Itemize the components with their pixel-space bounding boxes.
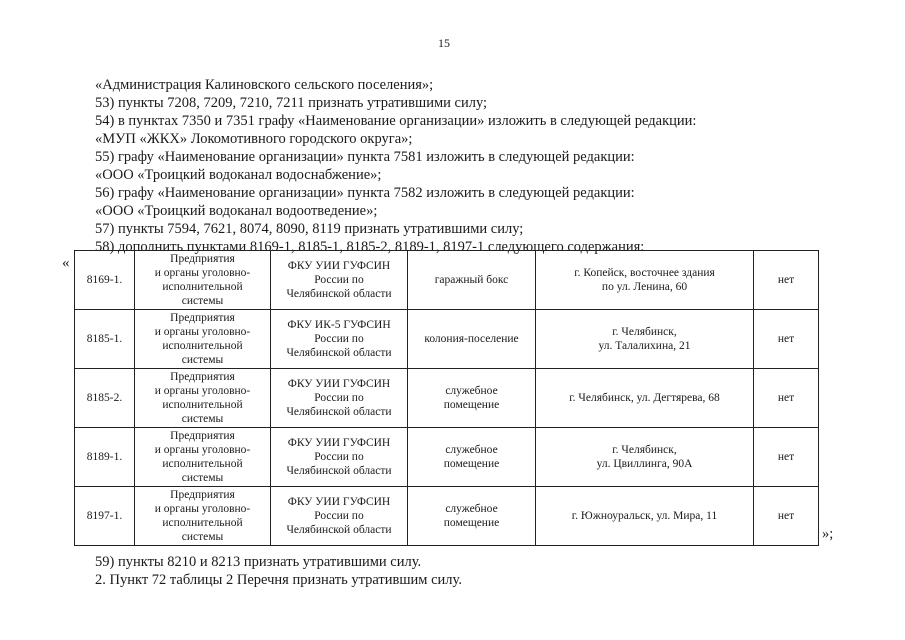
paragraph-line: 2. Пункт 72 таблицы 2 Перечня признать утратившим силу. xyxy=(95,572,462,588)
item-address: г. Копейск, восточнее здания по ул. Ленина, 60 xyxy=(536,251,754,310)
paragraph-line: «Администрация Калиновского сельского поселения»; xyxy=(95,77,434,93)
item-flag: нет xyxy=(754,369,819,428)
item-category: Предприятия и органы уголовно- исполнительной системы xyxy=(135,487,271,546)
item-category: Предприятия и органы уголовно- исполнительной системы xyxy=(135,428,271,487)
page-number: 15 xyxy=(438,36,450,50)
paragraph-line: 54) в пунктах 7350 и 7351 графу «Наименование организации» изложить в следующей редакции: xyxy=(95,113,697,129)
paragraph-line: 55) графу «Наименование организации» пункта 7581 изложить в следующей редакции: xyxy=(95,149,635,165)
item-organization: ФКУ УИИ ГУФСИН России по Челябинской области xyxy=(271,251,408,310)
item-category: Предприятия и органы уголовно- исполнительной системы xyxy=(135,369,271,428)
paragraph-line: «ООО «Троицкий водоканал водоснабжение»; xyxy=(95,167,382,183)
item-object-type: гаражный бокс xyxy=(408,251,536,310)
item-object-type: служебное помещение xyxy=(408,428,536,487)
table-row xyxy=(75,428,819,487)
paragraph-line: 57) пункты 7594, 7621, 8074, 8090, 8119 признать утратившими силу; xyxy=(95,221,524,237)
item-flag: нет xyxy=(754,428,819,487)
item-number: 8189-1. xyxy=(75,428,135,487)
item-address: г. Челябинск, ул. Талалихина, 21 xyxy=(536,310,754,369)
item-object-type: служебное помещение xyxy=(408,487,536,546)
table-row xyxy=(75,369,819,428)
item-organization: ФКУ УИИ ГУФСИН России по Челябинской области xyxy=(271,428,408,487)
item-number: 8185-2. xyxy=(75,369,135,428)
item-object-type: служебное помещение xyxy=(408,369,536,428)
item-category: Предприятия и органы уголовно- исполнительной системы xyxy=(135,251,271,310)
item-address: г. Южноуральск, ул. Мира, 11 xyxy=(536,487,754,546)
item-number: 8185-1. xyxy=(75,310,135,369)
item-address: г. Челябинск, ул. Дегтярева, 68 xyxy=(536,369,754,428)
items-table xyxy=(74,250,819,546)
paragraph-line: «ООО «Троицкий водоканал водоотведение»; xyxy=(95,203,378,219)
table-row xyxy=(75,487,819,546)
paragraph-line: 53) пункты 7208, 7209, 7210, 7211 признать утратившими силу; xyxy=(95,95,488,111)
paragraph-line: 58) дополнить пунктами 8169-1, 8185-1, 8185-2, 8189-1, 8197-1 следующего содержания: xyxy=(95,239,645,255)
table-row xyxy=(75,310,819,369)
closing-quote: »; xyxy=(822,526,834,542)
item-organization: ФКУ УИИ ГУФСИН России по Челябинской области xyxy=(271,369,408,428)
opening-quote: « xyxy=(62,255,70,271)
item-flag: нет xyxy=(754,487,819,546)
item-address: г. Челябинск, ул. Цвиллинга, 90А xyxy=(536,428,754,487)
item-number: 8169-1. xyxy=(75,251,135,310)
paragraph-line: «МУП «ЖКХ» Локомотивного городского округа»; xyxy=(95,131,413,147)
item-number: 8197-1. xyxy=(75,487,135,546)
item-category: Предприятия и органы уголовно- исполнительной системы xyxy=(135,310,271,369)
item-flag: нет xyxy=(754,251,819,310)
item-object-type: колония-поселение xyxy=(408,310,536,369)
item-organization: ФКУ УИИ ГУФСИН России по Челябинской области xyxy=(271,487,408,546)
paragraph-line: 59) пункты 8210 и 8213 признать утратившими силу. xyxy=(95,554,422,570)
table-row xyxy=(75,251,819,310)
item-flag: нет xyxy=(754,310,819,369)
paragraph-line: 56) графу «Наименование организации» пункта 7582 изложить в следующей редакции: xyxy=(95,185,635,201)
item-organization: ФКУ ИК-5 ГУФСИН России по Челябинской области xyxy=(271,310,408,369)
